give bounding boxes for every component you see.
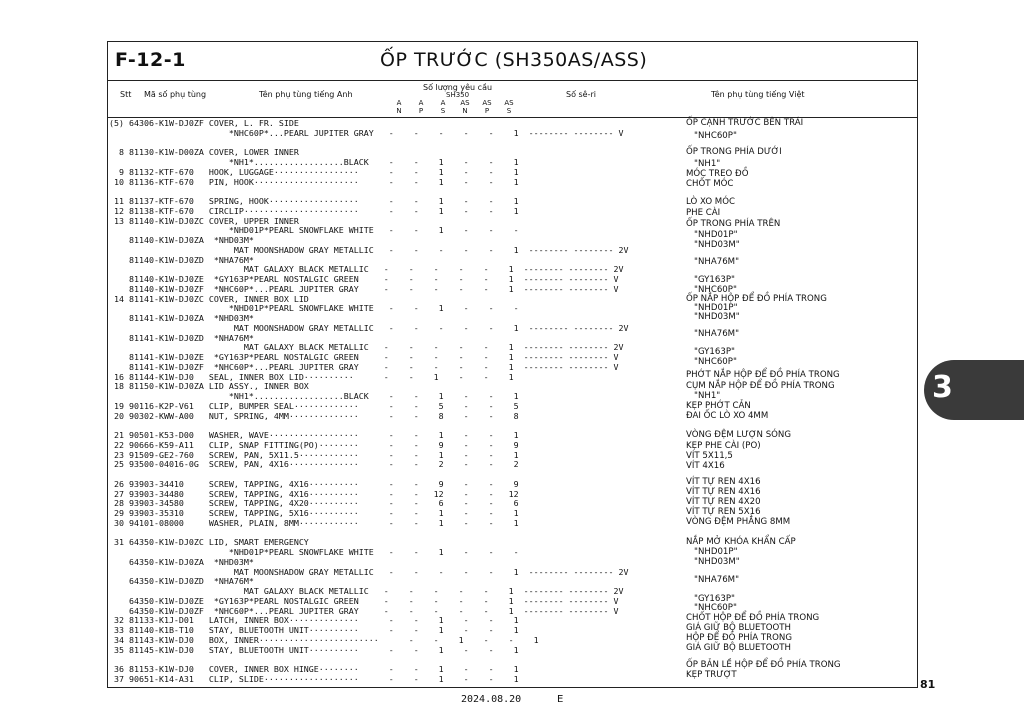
table-row: 13 81140-K1W-DJ0ZC COVER, UPPER INNER: [109, 215, 299, 226]
vn-name-line: CỤM NẮP HỘP ĐỂ ĐỒ PHÍA TRONG: [686, 381, 835, 391]
table-row: MAT GALAXY BLACK METALLIC - - - - - 1 -------- -------- 2V: [109, 586, 624, 596]
vn-name-line: "NHD03M": [694, 240, 740, 250]
table-row: 10 81136-KTF-670 PIN, HOOK····················· - - 1 - - 1: [109, 176, 519, 187]
vn-name-line: GIÁ GIỮ BỘ BLUETOOTH: [686, 623, 791, 633]
table-row: 81141-K1W-DJ0ZE *GY163P*PEARL NOSTALGIC GREEN - - - - - 1 -------- -------- V: [109, 352, 619, 362]
table-row: 81141-K1W-DJ0ZF *NHC60P*...PEARL JUPITER GRAY - - - - - 1 -------- -------- V: [109, 361, 619, 372]
table-row: MAT GALAXY BLACK METALLIC - - - - - 1 -------- -------- 2V: [109, 264, 624, 275]
vn-name-line: ỐP NẮP HỘP ĐỂ ĐỒ PHÍA TRONG: [686, 294, 827, 304]
vn-name-line: "NHA76M": [694, 257, 740, 267]
vn-name-line: "NHC60P": [694, 357, 737, 367]
vn-name-line: "GY163P": [694, 275, 735, 285]
table-row: 12 81138-KTF-670 CIRCLIP······················· - - 1 - - 1: [109, 205, 519, 216]
footer-date: 2024.08.20: [461, 694, 522, 705]
table-row: *NHC60P*...PEARL JUPITER GRAY - - - - - 1 -------- -------- V: [109, 127, 624, 138]
variant-header: A P: [418, 99, 424, 115]
vn-name-line: KẸP PHE CÀI (PO): [686, 441, 761, 451]
vn-name-line: "NHC60P": [694, 285, 737, 295]
table-row: 81140-K1W-DJ0ZA *NHD03M*: [109, 235, 254, 245]
table-row: 22 90666-K59-A11 CLIP, SNAP FITTING(PO)········ - - 9 - - 9: [109, 439, 519, 450]
table-row: 81140-K1W-DJ0ZD *NHA76M*: [109, 254, 254, 265]
table-row: 34 81143-K1W-DJ0 BOX, INNER························ - - 1 - - 1: [109, 634, 539, 645]
vn-name-line: MÓC TREO ĐỒ: [686, 169, 749, 179]
table-row: 33 81140-K1B-T10 STAY, BLUETOOTH UNIT·········· - - 1 - - 1: [109, 625, 519, 635]
page-title: ỐP TRƯỚC (SH350AS/ASS): [380, 49, 648, 71]
table-row: 8 81130-K1W-D00ZA COVER, LOWER INNER: [109, 147, 299, 158]
vn-name-line: VÍT TỰ REN 4X16: [686, 477, 761, 487]
table-row: 11 81137-KTF-670 SPRING, HOOK·················· - - 1 - - 1: [109, 196, 519, 206]
table-row: MAT MOONSHADOW GRAY METALLIC - - - - - 1 -------- -------- 2V: [109, 322, 629, 333]
vn-name-line: "GY163P": [694, 594, 735, 604]
variant-header: AS P: [482, 99, 492, 115]
vn-name-line: VÒNG ĐỆM PHẲNG 8MM: [686, 517, 791, 527]
vn-name-line: HỘP ĐỂ ĐỒ PHÍA TRONG: [686, 633, 792, 643]
table-row: *NHD01P*PEARL SNOWFLAKE WHITE - - 1 - - -: [109, 547, 519, 557]
table-row: 27 93903-34480 SCREW, TAPPING, 4X16·········· - - 12 - - 12: [109, 488, 519, 499]
vn-name-line: "NH1": [694, 391, 721, 401]
table-row: 29 93903-35310 SCREW, TAPPING, 5X16·········· - - 1 - - 1: [109, 508, 519, 518]
vn-name-line: ỐP TRONG PHÍA DƯỚI: [686, 147, 782, 157]
vn-name-line: CHỐT HỘP ĐỂ ĐỒ PHÍA TRONG: [686, 613, 820, 623]
table-row: 81140-K1W-DJ0ZF *NHC60P*...PEARL JUPITER GRAY - - - - - 1 -------- -------- V: [109, 283, 619, 294]
col-header-serial: Số sê-ri: [566, 90, 597, 99]
vn-name-line: ỐP BẢN LỀ HỘP ĐỂ ĐỒ PHÍA TRONG: [686, 660, 841, 670]
col-header-part-no: Mã số phụ tùng: [144, 90, 207, 99]
header-divider: [107, 80, 918, 81]
table-row: 64350-K1W-DJ0ZA *NHD03M*: [109, 556, 254, 567]
vn-name-line: NẮP MỞ KHÓA KHẨN CẤP: [686, 537, 796, 547]
table-row: 25 93500-04016-0G SCREW, PAN, 4X16·············· - - 2 - - 2: [109, 459, 519, 470]
vn-name-line: LÒ XO MÓC: [686, 197, 735, 207]
vn-name-line: VÒNG ĐỆM LƯỢN SÓNG: [686, 430, 792, 440]
table-row: 32 81133-K1J-D01 LATCH, INNER BOX·············· - - 1 - - 1: [109, 615, 519, 626]
vn-name-line: "NHD03M": [694, 557, 740, 567]
table-row: *NHD01P*PEARL SNOWFLAKE WHITE - - 1 - - -: [109, 303, 519, 314]
table-row: MAT MOONSHADOW GRAY METALLIC - - - - - 1 -------- -------- 2V: [109, 244, 629, 255]
table-row: (5) 64306-K1W-DJ0ZF COVER, L. FR. SIDE: [109, 118, 299, 128]
figure-code: F-12-1: [115, 49, 186, 71]
variant-header: A S: [440, 99, 446, 115]
table-row: 18 81150-K1W-DJ0ZA LID ASSY., INNER BOX: [109, 381, 309, 392]
vn-name-line: "NHD01P": [694, 547, 738, 557]
table-row: 35 81145-K1W-DJ0 STAY, BLUETOOTH UNIT·········· - - 1 - - 1: [109, 644, 519, 655]
variant-header: A N: [396, 99, 402, 115]
vn-name-line: "NHD01P": [694, 230, 738, 240]
vn-name-line: ĐAI ỐC LÒ XO 4MM: [686, 411, 769, 421]
col-header-stt: Stt: [120, 90, 132, 99]
vn-name-line: ỐP CẠNH TRƯỚC BÊN TRÁI: [686, 118, 804, 128]
col-header-qty: Số lượng yêu cầu: [423, 83, 493, 92]
table-row: *NH1*..................BLACK - - 1 - - 1: [109, 157, 519, 167]
table-row: 23 91509-GE2-760 SCREW, PAN, 5X11.5············ - - 1 - - 1: [109, 449, 519, 460]
table-row: 81141-K1W-DJ0ZD *NHA76M*: [109, 332, 254, 343]
table-row: 37 90651-K14-A31 CLIP, SLIDE··················· - - 1 - - 1: [109, 673, 519, 684]
vn-name-line: "NHD03M": [694, 312, 740, 322]
vn-name-line: "NHC60P": [694, 131, 737, 141]
vn-name-line: "NH1": [694, 159, 721, 169]
vn-name-line: VÍT TỰ REN 4X20: [686, 497, 761, 507]
table-row: 19 90116-K2P-V61 CLIP, BUMPER SEAL············· - - 5 - - 5: [109, 400, 519, 411]
table-row: 20 90302-KWW-A00 NUT, SPRING, 4MM·············· - - 8 - - 8: [109, 410, 519, 421]
table-row: *NHD01P*PEARL SNOWFLAKE WHITE - - 1 - - -: [109, 225, 519, 236]
section-tab-number: 3: [932, 370, 953, 405]
vn-name-line: CHỐT MÓC: [686, 179, 734, 189]
table-row: 81140-K1W-DJ0ZE *GY163P*PEARL NOSTALGIC GREEN - - - - - 1 -------- -------- V: [109, 274, 619, 284]
table-row: 9 81132-KTF-670 HOOK, LUGGAGE················· - - 1 - - 1: [109, 166, 519, 177]
col-header-name-en: Tên phụ tùng tiếng Anh: [259, 90, 353, 99]
table-row: 21 90501-K53-D00 WASHER, WAVE·················· - - 1 - - 1: [109, 430, 519, 440]
table-row: MAT MOONSHADOW GRAY METALLIC - - - - - 1 -------- -------- 2V: [109, 566, 629, 577]
footer-edition: E: [557, 694, 564, 705]
vn-name-line: PHE CÀI: [686, 208, 721, 218]
vn-name-line: ỐP TRONG PHÍA TRÊN: [686, 219, 781, 229]
variant-header: AS N: [460, 99, 470, 115]
vn-name-line: "NHA76M": [694, 575, 740, 585]
vn-name-line: VÍT TỰ REN 5X16: [686, 507, 761, 517]
table-row: 81141-K1W-DJ0ZA *NHD03M*: [109, 313, 254, 323]
table-row: 26 93903-34410 SCREW, TAPPING, 4X16·········· - - 9 - - 9: [109, 478, 519, 489]
vn-name-line: VÍT TỰ REN 4X16: [686, 487, 761, 497]
table-row: *NH1*..................BLACK - - 1 - - 1: [109, 391, 519, 401]
vn-name-line: "NHD01P": [694, 303, 738, 313]
table-row: 28 93903-34580 SCREW, TAPPING, 4X20·········· - - 6 - - 6: [109, 498, 519, 509]
vn-name-line: KẸP TRƯỢT: [686, 670, 737, 680]
table-row: 64350-K1W-DJ0ZF *NHC60P*...PEARL JUPITER GRAY - - - - - 1 -------- -------- V: [109, 605, 619, 616]
page-number: 81: [920, 678, 936, 691]
vn-name-line: PHỚT NẮP HỘP ĐỂ ĐỒ PHÍA TRONG: [686, 370, 840, 380]
variant-header: AS S: [504, 99, 514, 115]
vn-name-line: VÍT 5X11,5: [686, 451, 733, 461]
col-header-model: SH350: [446, 91, 470, 99]
vn-name-line: GIÁ GIỮ BỘ BLUETOOTH: [686, 643, 791, 653]
vn-name-line: VÍT 4X16: [686, 461, 725, 471]
table-row: 31 64350-K1W-DJ0ZC LID, SMART EMERGENCY: [109, 537, 309, 548]
table-row: 36 81153-K1W-DJ0 COVER, INNER BOX HINGE········ - - 1 - - 1: [109, 664, 519, 674]
table-row: 30 94101-08000 WASHER, PLAIN, 8MM············ - - 1 - - 1: [109, 517, 519, 528]
table-row: 16 81144-K1W-DJ0 SEAL, INNER BOX LID·········· - - 1 - - 1: [109, 371, 514, 382]
vn-name-line: KẸP PHỚT CẢN: [686, 401, 751, 411]
table-row: 64350-K1W-DJ0ZE *GY163P*PEARL NOSTALGIC GREEN - - - - - 1 -------- -------- V: [109, 595, 619, 606]
col-header-name-vn: Tên phụ tùng tiếng Việt: [711, 90, 805, 99]
vn-name-line: "NHC60P": [694, 603, 737, 613]
vn-name-line: "NHA76M": [694, 329, 740, 339]
table-row: MAT GALAXY BLACK METALLIC - - - - - 1 -------- -------- 2V: [109, 342, 624, 353]
vn-name-line: "GY163P": [694, 347, 735, 357]
table-row: 64350-K1W-DJ0ZD *NHA76M*: [109, 576, 254, 587]
table-row: 14 81141-K1W-DJ0ZC COVER, INNER BOX LID: [109, 293, 309, 304]
